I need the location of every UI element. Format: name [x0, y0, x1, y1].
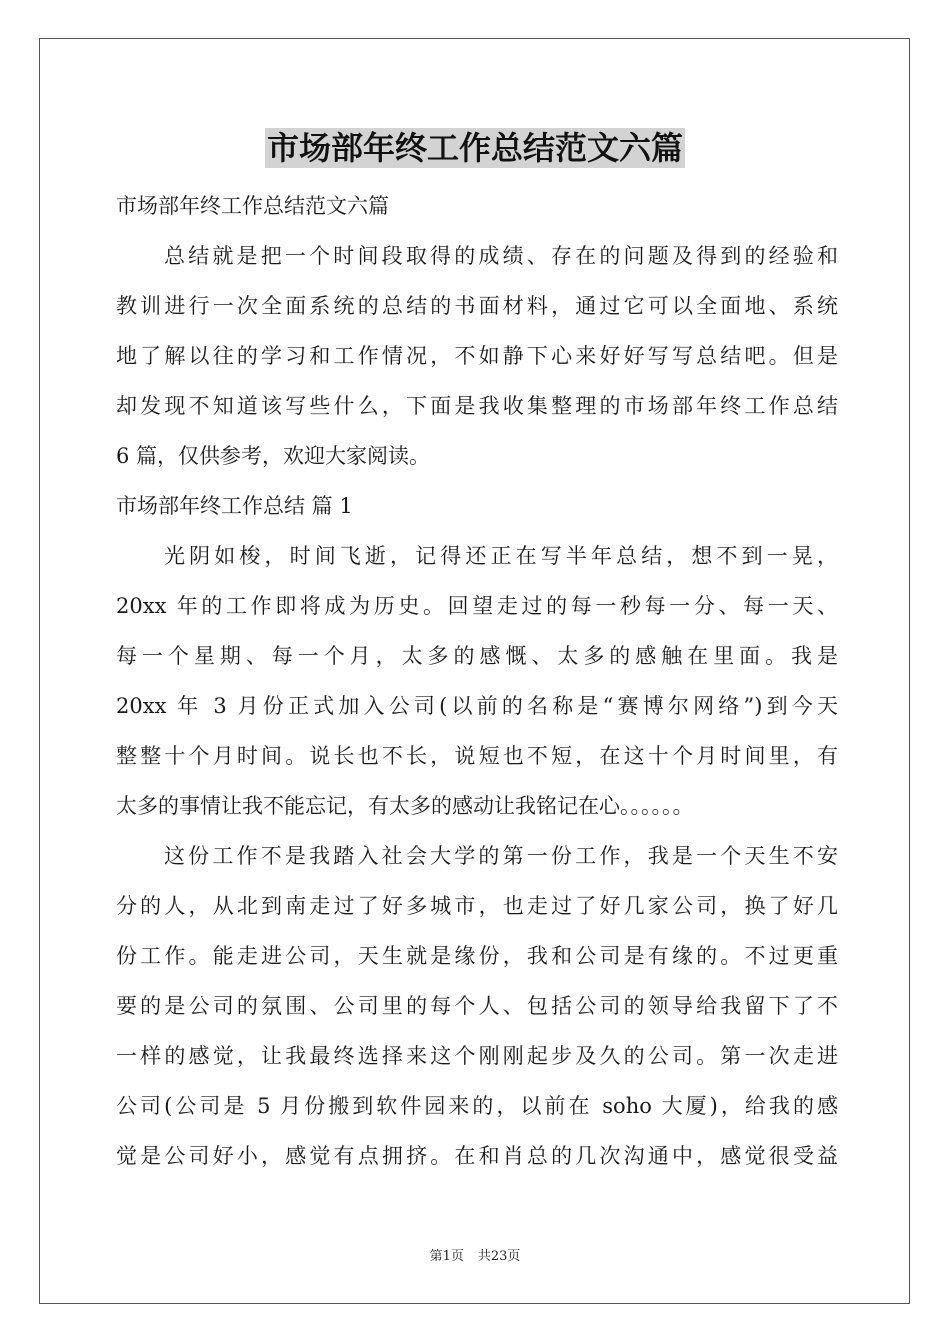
paragraph-line: 6 篇，仅供参考，欢迎大家阅读。 [116, 444, 431, 468]
paragraph-line: 整整十个月时间。说长也不长，说短也不短，在这十个月时间里，有 [116, 744, 838, 768]
paragraph-line: 光阴如梭，时间飞逝，记得还正在写半年总结，想不到一晃， [164, 544, 838, 568]
page-footer [0, 1248, 950, 1266]
page-total: 共23页 [477, 1249, 521, 1264]
paragraph-line: 觉是公司好小，感觉有点拥挤。在和肖总的几次沟通中，感觉很受益 [116, 1144, 838, 1168]
document-title [0, 128, 950, 172]
page-number: 第1页 [429, 1249, 464, 1264]
paragraph-line: 每一个星期、每一个月，太多的感慨、太多的感触在里面。我是 [116, 644, 838, 668]
paragraph-line: 份工作。能走进公司，天生就是缘份，我和公司是有缘的。不过更重 [116, 944, 838, 968]
paragraph-line: 要的是公司的氛围、公司里的每个人、包括公司的领导给我留下了不 [116, 994, 838, 1018]
paragraph-line: 太多的事情让我不能忘记，有太多的感动让我铭记在心。。。。。。 [116, 794, 694, 818]
document-title-text: 市场部年终工作总结范文六篇 [266, 129, 683, 167]
document-body [116, 181, 838, 1181]
paragraph-line: 分的人，从北到南走过了好多城市，也走过了好几家公司，换了好几 [116, 894, 838, 918]
paragraph-line: 教训进行一次全面系统的总结的书面材料，通过它可以全面地、系统 [116, 294, 838, 318]
paragraph-line: 这份工作不是我踏入社会大学的第一份工作，我是一个天生不安 [164, 844, 838, 868]
paragraph-line: 却发现不知道该写些什么，下面是我收集整理的市场部年终工作总结 [116, 394, 838, 418]
paragraph-line: 20xx 年的工作即将成为历史。回望走过的每一秒每一分、每一天、 [116, 594, 838, 618]
paragraph-line: 公司(公司是 5 月份搬到软件园来的，以前在 soho 大厦)，给我的感 [116, 1094, 838, 1118]
paragraph-line: 一样的感觉，让我最终选择来这个刚刚起步及久的公司。第一次走进 [116, 1044, 838, 1068]
paragraph-line: 地了解以往的学习和工作情况，不如静下心来好好写写总结吧。但是 [116, 344, 838, 368]
paragraph-line: 20xx 年 3 月份正式加入公司(以前的名称是“赛博尔网络”)到今天 [116, 694, 838, 718]
section-heading: 市场部年终工作总结 篇 1 [116, 494, 353, 518]
paragraph-line: 总结就是把一个时间段取得的成绩、存在的问题及得到的经验和 [164, 244, 838, 268]
subtitle-line: 市场部年终工作总结范文六篇 [116, 194, 389, 218]
